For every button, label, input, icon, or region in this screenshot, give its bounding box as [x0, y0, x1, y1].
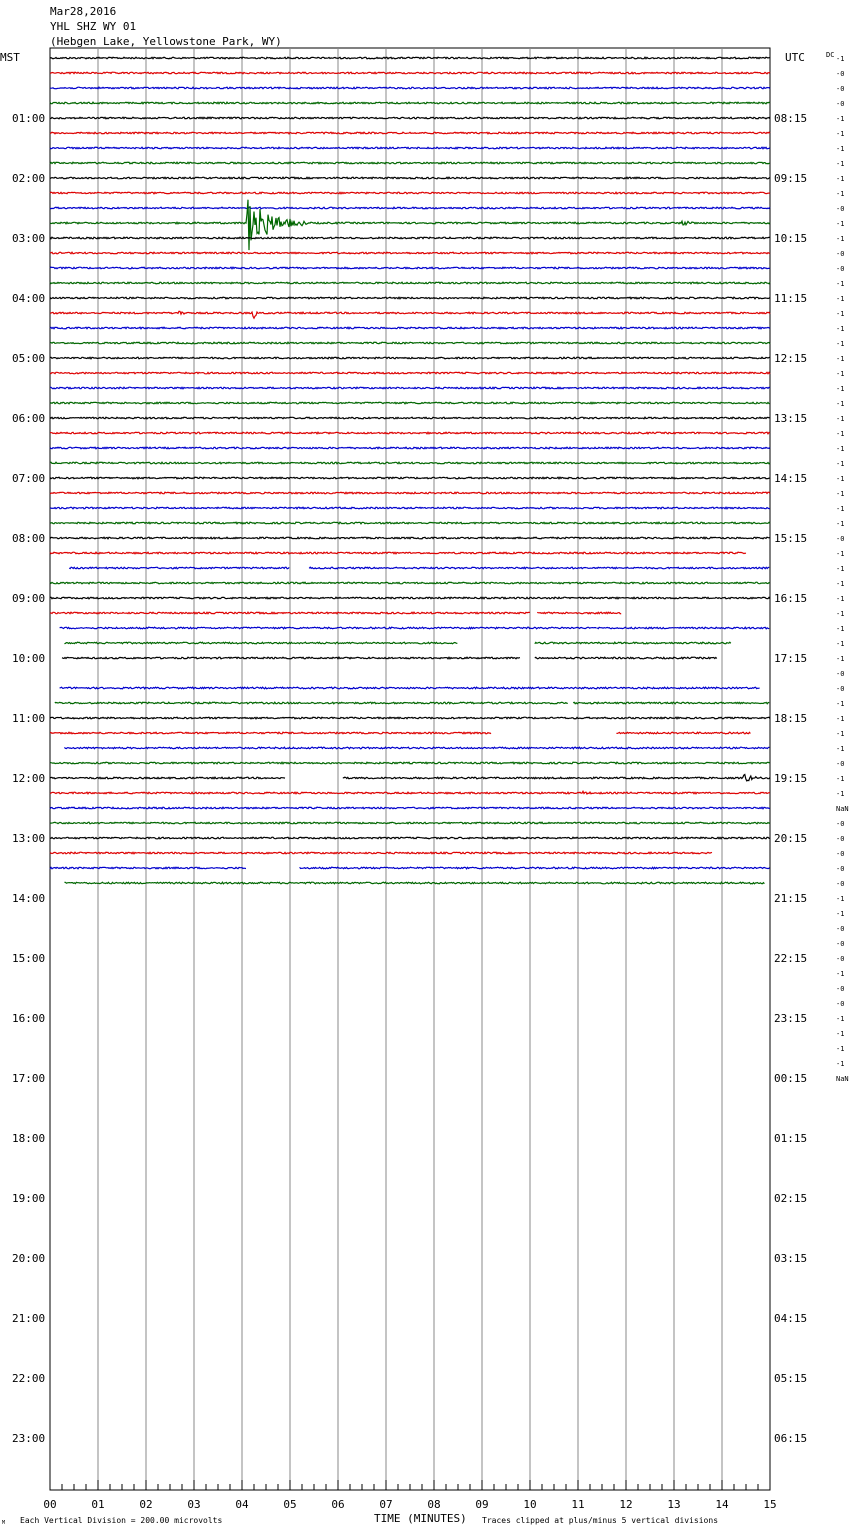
- seismic-trace: [50, 357, 770, 359]
- x-tick-label: 09: [475, 1498, 489, 1511]
- x-tick-label: 10: [523, 1498, 537, 1511]
- dc-offset-label: -1: [836, 400, 845, 408]
- left-hour-label: 07:00: [12, 472, 46, 485]
- dc-offset-label: -1: [836, 160, 845, 168]
- seismic-trace: [50, 507, 770, 509]
- dc-offset-label: -0: [836, 250, 845, 258]
- x-tick-label: 11: [571, 1498, 585, 1511]
- dc-offset-label: -1: [836, 655, 845, 663]
- right-hour-label: 16:15: [774, 592, 808, 605]
- left-hour-label: 14:00: [12, 892, 46, 905]
- seismic-trace: [50, 477, 770, 479]
- seismic-trace: [300, 867, 770, 869]
- x-tick-label: 02: [139, 1498, 153, 1511]
- left-hour-label: 20:00: [12, 1252, 46, 1265]
- seismic-trace: [50, 372, 770, 374]
- x-tick-label: 14: [715, 1498, 729, 1511]
- left-hour-label: 04:00: [12, 292, 46, 305]
- seismic-trace: [597, 627, 769, 629]
- right-hour-label: 15:15: [774, 532, 808, 545]
- dc-offset-label: -1: [836, 145, 845, 153]
- dc-offset-label: -1: [836, 625, 845, 633]
- dc-offset-label: NaN: [836, 805, 849, 813]
- dc-offset-label: -0: [836, 1000, 845, 1008]
- seismic-trace: [64, 642, 457, 644]
- dc-offset-label: -0: [836, 850, 845, 858]
- dc-offset-label: -1: [836, 175, 845, 183]
- seismic-trace: [573, 702, 769, 704]
- x-tick-label: 07: [379, 1498, 393, 1511]
- x-tick-label: 13: [667, 1498, 681, 1511]
- dc-offset-label: -1: [836, 1060, 845, 1068]
- dc-offset-label: -1: [836, 55, 845, 63]
- left-hour-label: 12:00: [12, 772, 46, 785]
- right-hour-label: 02:15: [774, 1192, 808, 1205]
- left-hour-label: 01:00: [12, 112, 46, 125]
- seismic-trace: [50, 462, 770, 464]
- dc-offset-label: -0: [836, 670, 845, 678]
- dc-offset-label: -0: [836, 820, 845, 828]
- left-hour-label: 09:00: [12, 592, 46, 605]
- seismic-trace: [60, 627, 597, 629]
- dc-offset-label: -1: [836, 715, 845, 723]
- seismic-trace: [50, 207, 770, 209]
- seismic-trace: [50, 387, 770, 389]
- right-hour-label: 20:15: [774, 832, 808, 845]
- dc-offset-label: -1: [836, 1015, 845, 1023]
- x-tick-label: 03: [187, 1498, 201, 1511]
- dc-offset-label: -1: [836, 910, 845, 918]
- dc-offset-label: -1: [836, 610, 845, 618]
- seismic-trace: [50, 867, 246, 869]
- seismic-trace: [50, 807, 770, 809]
- right-hour-label: 13:15: [774, 412, 808, 425]
- dc-offset-label: -1: [836, 415, 845, 423]
- dc-offset-label: -1: [836, 385, 845, 393]
- dc-offset-label: -1: [836, 745, 845, 753]
- dc-offset-label: -1: [836, 775, 845, 783]
- x-tick-label: 01: [91, 1498, 105, 1511]
- dc-offset-label: -1: [836, 640, 845, 648]
- seismic-trace: [69, 567, 289, 569]
- clip-note: Traces clipped at plus/minus 5 vertical divisions: [482, 1516, 719, 1525]
- dc-offset-label: -1: [836, 565, 845, 573]
- seismic-trace: [50, 852, 712, 854]
- right-hour-label: 19:15: [774, 772, 808, 785]
- x-tick-label: 05: [283, 1498, 297, 1511]
- dc-offset-label: -1: [836, 490, 845, 498]
- right-hour-label: 12:15: [774, 352, 808, 365]
- station-location: (Hebgen Lake, Yellowstone Park, WY): [50, 35, 282, 48]
- seismic-trace: [50, 192, 770, 194]
- dc-offset-label: -1: [836, 790, 845, 798]
- dc-offset-label: -1: [836, 460, 845, 468]
- seismic-trace: [309, 567, 769, 569]
- x-tick-label: 04: [235, 1498, 249, 1511]
- seismic-trace: [50, 72, 770, 74]
- right-hour-label: 04:15: [774, 1312, 808, 1325]
- dc-offset-label: -0: [836, 985, 845, 993]
- x-tick-label: 12: [619, 1498, 633, 1511]
- dc-offset-label: -1: [836, 580, 845, 588]
- right-hour-label: 06:15: [774, 1432, 808, 1445]
- right-hour-label: 21:15: [774, 892, 808, 905]
- seismic-trace: [50, 417, 770, 419]
- dc-offset-label: -1: [836, 1030, 845, 1038]
- dc-offset-label: -1: [836, 595, 845, 603]
- seismic-trace: [50, 177, 770, 179]
- seismic-trace: [50, 311, 770, 318]
- seismic-trace: [50, 327, 770, 329]
- dc-offset-label: -0: [836, 70, 845, 78]
- left-hour-label: 23:00: [12, 1432, 46, 1445]
- seismic-trace: [343, 775, 770, 781]
- dc-offset-label: -0: [836, 880, 845, 888]
- seismic-trace: [616, 732, 750, 734]
- seismic-trace: [50, 777, 285, 779]
- dc-offset-label: -1: [836, 280, 845, 288]
- seismic-trace: [50, 432, 770, 434]
- left-hour-label: 08:00: [12, 532, 46, 545]
- x-tick-label: 15: [763, 1498, 777, 1511]
- dc-offset-label: -1: [836, 430, 845, 438]
- seismic-trace: [50, 252, 770, 254]
- seismic-trace: [50, 537, 770, 539]
- left-hour-label: 02:00: [12, 172, 46, 185]
- dc-offset-label: NaN: [836, 1075, 849, 1083]
- seismic-trace: [50, 132, 770, 134]
- left-hour-label: 05:00: [12, 352, 46, 365]
- right-hour-label: 05:15: [774, 1372, 808, 1385]
- seismic-trace: [50, 582, 770, 584]
- left-hour-label: 18:00: [12, 1132, 46, 1145]
- right-hour-label: 22:15: [774, 952, 808, 965]
- dc-offset-label: -1: [836, 235, 845, 243]
- seismic-trace: [50, 447, 770, 449]
- left-hour-label: 10:00: [12, 652, 46, 665]
- dc-offset-label: -0: [836, 865, 845, 873]
- x-tick-label: 00: [43, 1498, 57, 1511]
- seismic-trace: [537, 612, 621, 614]
- left-hour-label: 06:00: [12, 412, 46, 425]
- seismic-trace: [50, 57, 770, 59]
- seismic-trace: [64, 882, 764, 884]
- dc-offset-label: -1: [836, 520, 845, 528]
- right-hour-label: 17:15: [774, 652, 808, 665]
- right-hour-label: 14:15: [774, 472, 808, 485]
- dc-offset-label: -1: [836, 700, 845, 708]
- left-hour-label: 15:00: [12, 952, 46, 965]
- seismic-trace: [50, 102, 770, 104]
- dc-offset-label: -0: [836, 685, 845, 693]
- seismic-trace: [64, 747, 769, 749]
- dc-offset-label: -1: [836, 295, 845, 303]
- seismic-trace: [535, 642, 731, 644]
- dc-offset-label: -0: [836, 205, 845, 213]
- seismic-trace: [50, 282, 770, 284]
- x-tick-label: 08: [427, 1498, 441, 1511]
- left-timezone-label: MST: [0, 51, 20, 64]
- dc-offset-label: -1: [836, 445, 845, 453]
- right-hour-label: 11:15: [774, 292, 808, 305]
- x-axis-title: TIME (MINUTES): [374, 1512, 467, 1525]
- seismic-trace: [50, 492, 770, 494]
- dc-offset-label: -0: [836, 265, 845, 273]
- dc-offset-label: -1: [836, 730, 845, 738]
- dc-offset-label: -0: [836, 760, 845, 768]
- seismic-trace: [50, 87, 770, 89]
- seismic-trace: [50, 822, 770, 824]
- dc-offset-label: -0: [836, 835, 845, 843]
- dc-offset-label: -1: [836, 370, 845, 378]
- dc-offset-label: -0: [836, 940, 845, 948]
- seismic-trace: [55, 702, 568, 704]
- seismic-trace: [50, 147, 770, 149]
- seismic-trace: [50, 522, 770, 524]
- dc-offset-label: -1: [836, 505, 845, 513]
- dc-offset-label: -0: [836, 535, 845, 543]
- dc-offset-label: -1: [836, 310, 845, 318]
- station-code: YHL SHZ WY 01: [50, 20, 137, 33]
- dc-offset-label: -1: [836, 190, 845, 198]
- seismic-trace: [50, 552, 746, 554]
- dc-offset-label: -1: [836, 475, 845, 483]
- dc-offset-label: -0: [836, 100, 845, 108]
- left-hour-label: 13:00: [12, 832, 46, 845]
- dc-offset-label: -1: [836, 340, 845, 348]
- dc-offset-label: -0: [836, 955, 845, 963]
- x-tick-label: 06: [331, 1498, 345, 1511]
- left-hour-label: 19:00: [12, 1192, 46, 1205]
- seismic-trace: [50, 762, 770, 764]
- seismic-trace: [50, 117, 770, 119]
- right-timezone-label: UTC: [785, 51, 805, 64]
- right-hour-label: 08:15: [774, 112, 808, 125]
- left-hour-label: 16:00: [12, 1012, 46, 1025]
- dc-offset-label: -1: [836, 325, 845, 333]
- dc-offset-label: -0: [836, 85, 845, 93]
- left-hour-label: 22:00: [12, 1372, 46, 1385]
- plot-frame: [50, 48, 770, 1490]
- scale-note: Each Vertical Division = 200.00 microvolts: [20, 1516, 223, 1525]
- corner-mark: M: [2, 1520, 6, 1526]
- seismic-trace: [60, 687, 760, 689]
- right-hour-label: 00:15: [774, 1072, 808, 1085]
- dc-offset-label: -1: [836, 1045, 845, 1053]
- dc-offset-label: -1: [836, 220, 845, 228]
- dc-offset-label: -1: [836, 355, 845, 363]
- right-hour-label: 23:15: [774, 1012, 808, 1025]
- right-hour-label: 01:15: [774, 1132, 808, 1145]
- seismic-trace: [50, 732, 491, 734]
- seismic-trace: [62, 657, 520, 659]
- seismic-trace: [50, 297, 770, 299]
- dc-offset-label: -1: [836, 130, 845, 138]
- dc-label: DC: [826, 51, 835, 59]
- dc-offset-label: -1: [836, 550, 845, 558]
- left-hour-label: 21:00: [12, 1312, 46, 1325]
- seismic-trace: [50, 717, 770, 719]
- chart-date: Mar28,2016: [50, 5, 117, 18]
- dc-offset-label: -1: [836, 895, 845, 903]
- left-hour-label: 11:00: [12, 712, 46, 725]
- seismic-trace: [50, 597, 770, 599]
- dc-offset-label: -0: [836, 925, 845, 933]
- right-hour-label: 03:15: [774, 1252, 808, 1265]
- left-hour-label: 03:00: [12, 232, 46, 245]
- seismic-trace: [50, 267, 770, 269]
- left-hour-label: 17:00: [12, 1072, 46, 1085]
- seismic-trace: [50, 837, 770, 839]
- seismic-trace: [50, 342, 770, 344]
- right-hour-label: 18:15: [774, 712, 808, 725]
- right-hour-label: 10:15: [774, 232, 808, 245]
- right-hour-label: 09:15: [774, 172, 808, 185]
- dc-offset-label: -1: [836, 970, 845, 978]
- seismic-trace: [50, 237, 770, 239]
- seismic-trace: [50, 162, 770, 164]
- seismic-trace: [50, 402, 770, 404]
- seismic-trace: [50, 791, 770, 794]
- dc-offset-label: -1: [836, 115, 845, 123]
